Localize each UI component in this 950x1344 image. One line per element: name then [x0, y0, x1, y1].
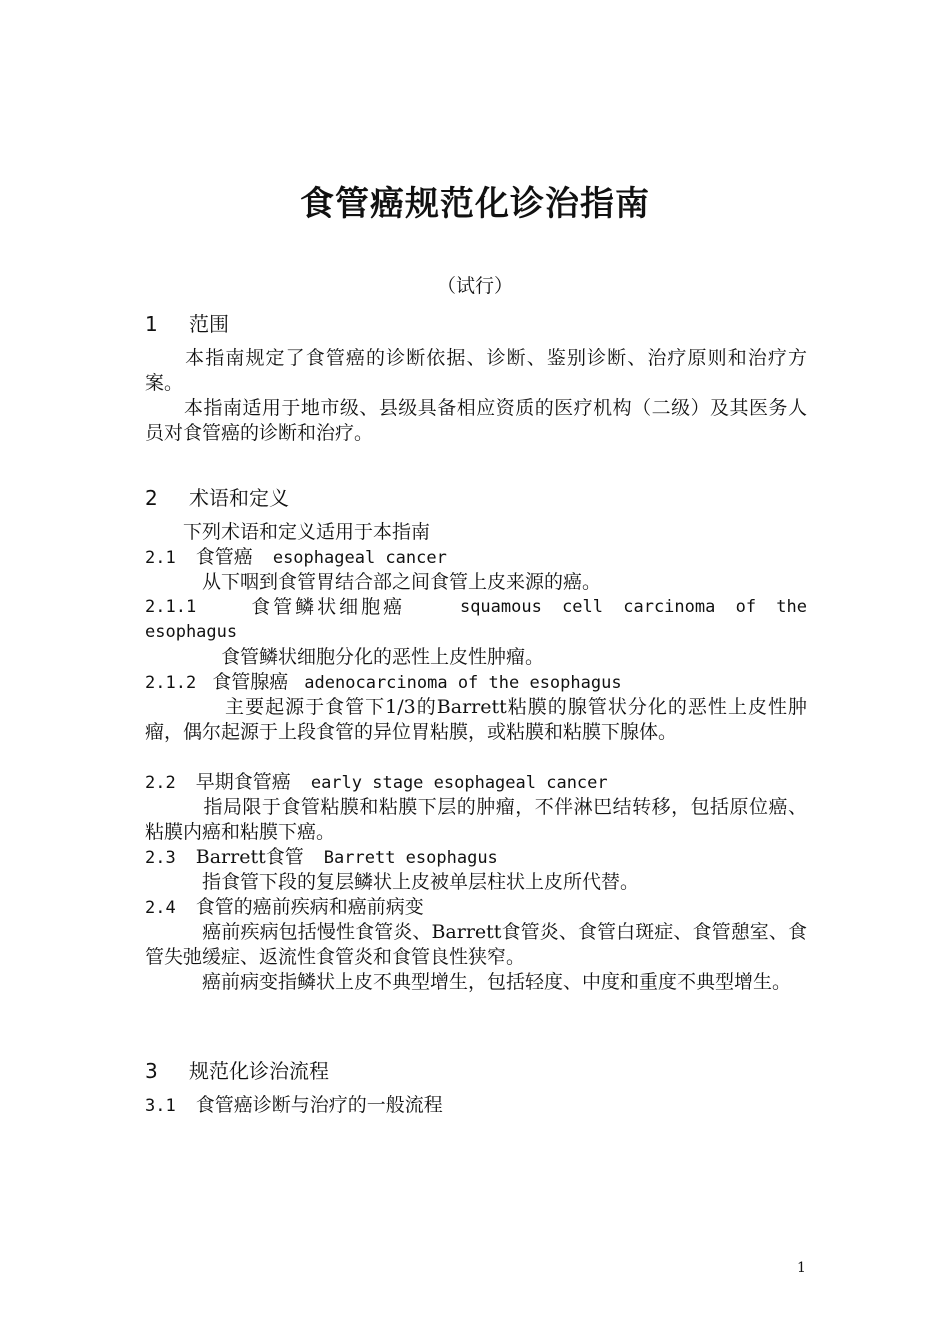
section-title: 术语和定义 [189, 486, 289, 510]
definition-number: 2.1 [145, 548, 176, 568]
term-english: adenocarcinoma of the esophagus [304, 673, 622, 693]
term-chinese: 食管鳞状细胞癌 [251, 596, 406, 618]
section-2-intro: 下列术语和定义适用于本指南 [183, 521, 431, 543]
section-title: 范围 [189, 312, 229, 336]
section-1-paragraph-1: 本指南规定了食管癌的诊断依据、诊断、鉴别诊断、治疗原则和治疗方案。 [145, 347, 807, 394]
term-chinese: 食管癌 [195, 546, 253, 568]
definition-2-4-term [145, 895, 424, 921]
definition-number: 2.1.1 [145, 597, 197, 617]
definition-2-1-1-text: 食管鳞状细胞分化的恶性上皮性肿瘤。 [221, 646, 545, 668]
subsection-3-1-heading [145, 1093, 443, 1119]
section-2-heading [145, 482, 289, 511]
section-3-heading [145, 1055, 329, 1084]
definition-2-2-text: 指局限于食管粘膜和粘膜下层的肿瘤，不伴淋巴结转移，包括原位癌、粘膜内癌和粘膜下癌。 [145, 796, 807, 843]
section-number: 3 [145, 1059, 158, 1083]
section-1-heading [145, 308, 229, 337]
document-subtitle: （试行） [436, 275, 513, 297]
term-chinese: 食管腺癌 [212, 671, 289, 693]
term-english: early stage esophageal cancer [310, 773, 608, 793]
definition-number: 2.4 [145, 898, 176, 918]
definition-2-1-2-term [145, 670, 622, 696]
term-chinese: 早期食管癌 [195, 771, 291, 793]
definition-number: 3.1 [145, 1096, 176, 1116]
subsection-title: 食管癌诊断与治疗的一般流程 [195, 1094, 443, 1116]
term-chinese: Barrett食管 [195, 846, 304, 868]
definition-2-1-1-term-continued: esophagus [145, 622, 238, 642]
definition-2-4-paragraph-1: 癌前疾病包括慢性食管炎、Barrett食管炎、食管白斑症、食管憩室、食管失弛缓症、返流性食管炎和食管良性狭窄。 [145, 921, 807, 968]
definition-2-4-paragraph-2: 癌前病变指鳞状上皮不典型增生，包括轻度、中度和重度不典型增生。 [145, 971, 792, 993]
definition-2-1-term [145, 545, 447, 571]
document-title: 食管癌规范化诊治指南 [300, 184, 650, 224]
definition-2-1-1-term [145, 595, 807, 620]
definition-2-3-text: 指食管下段的复层鳞状上皮被单层柱状上皮所代替。 [202, 871, 640, 893]
definition-2-2-term [145, 770, 608, 796]
definition-number: 2.1.2 [145, 673, 197, 693]
definition-2-1-2-text: 主要起源于食管下1/3的Barrett粘膜的腺管状分化的恶性上皮性肿瘤，偶尔起源于上段食管的异位胃粘膜，或粘膜和粘膜下腺体。 [145, 696, 807, 743]
term-chinese: 食管的癌前疾病和癌前病变 [195, 896, 424, 918]
term-english: Barrett esophagus [323, 848, 498, 868]
term-english: squamous cell carcinoma of the [459, 597, 807, 617]
term-english: esophageal cancer [272, 548, 447, 568]
definition-2-1-text: 从下咽到食管胃结合部之间食管上皮来源的癌。 [202, 571, 602, 593]
section-title: 规范化诊治流程 [189, 1059, 329, 1083]
definition-2-3-term [145, 845, 498, 871]
section-1-paragraph-2: 本指南适用于地市级、县级具备相应资质的医疗机构（二级）及其医务人员对食管癌的诊断和治疗。 [145, 397, 807, 444]
section-number: 2 [145, 486, 158, 510]
page-number: 1 [797, 1260, 806, 1276]
section-number: 1 [145, 312, 158, 336]
definition-number: 2.3 [145, 848, 176, 868]
definition-number: 2.2 [145, 773, 176, 793]
